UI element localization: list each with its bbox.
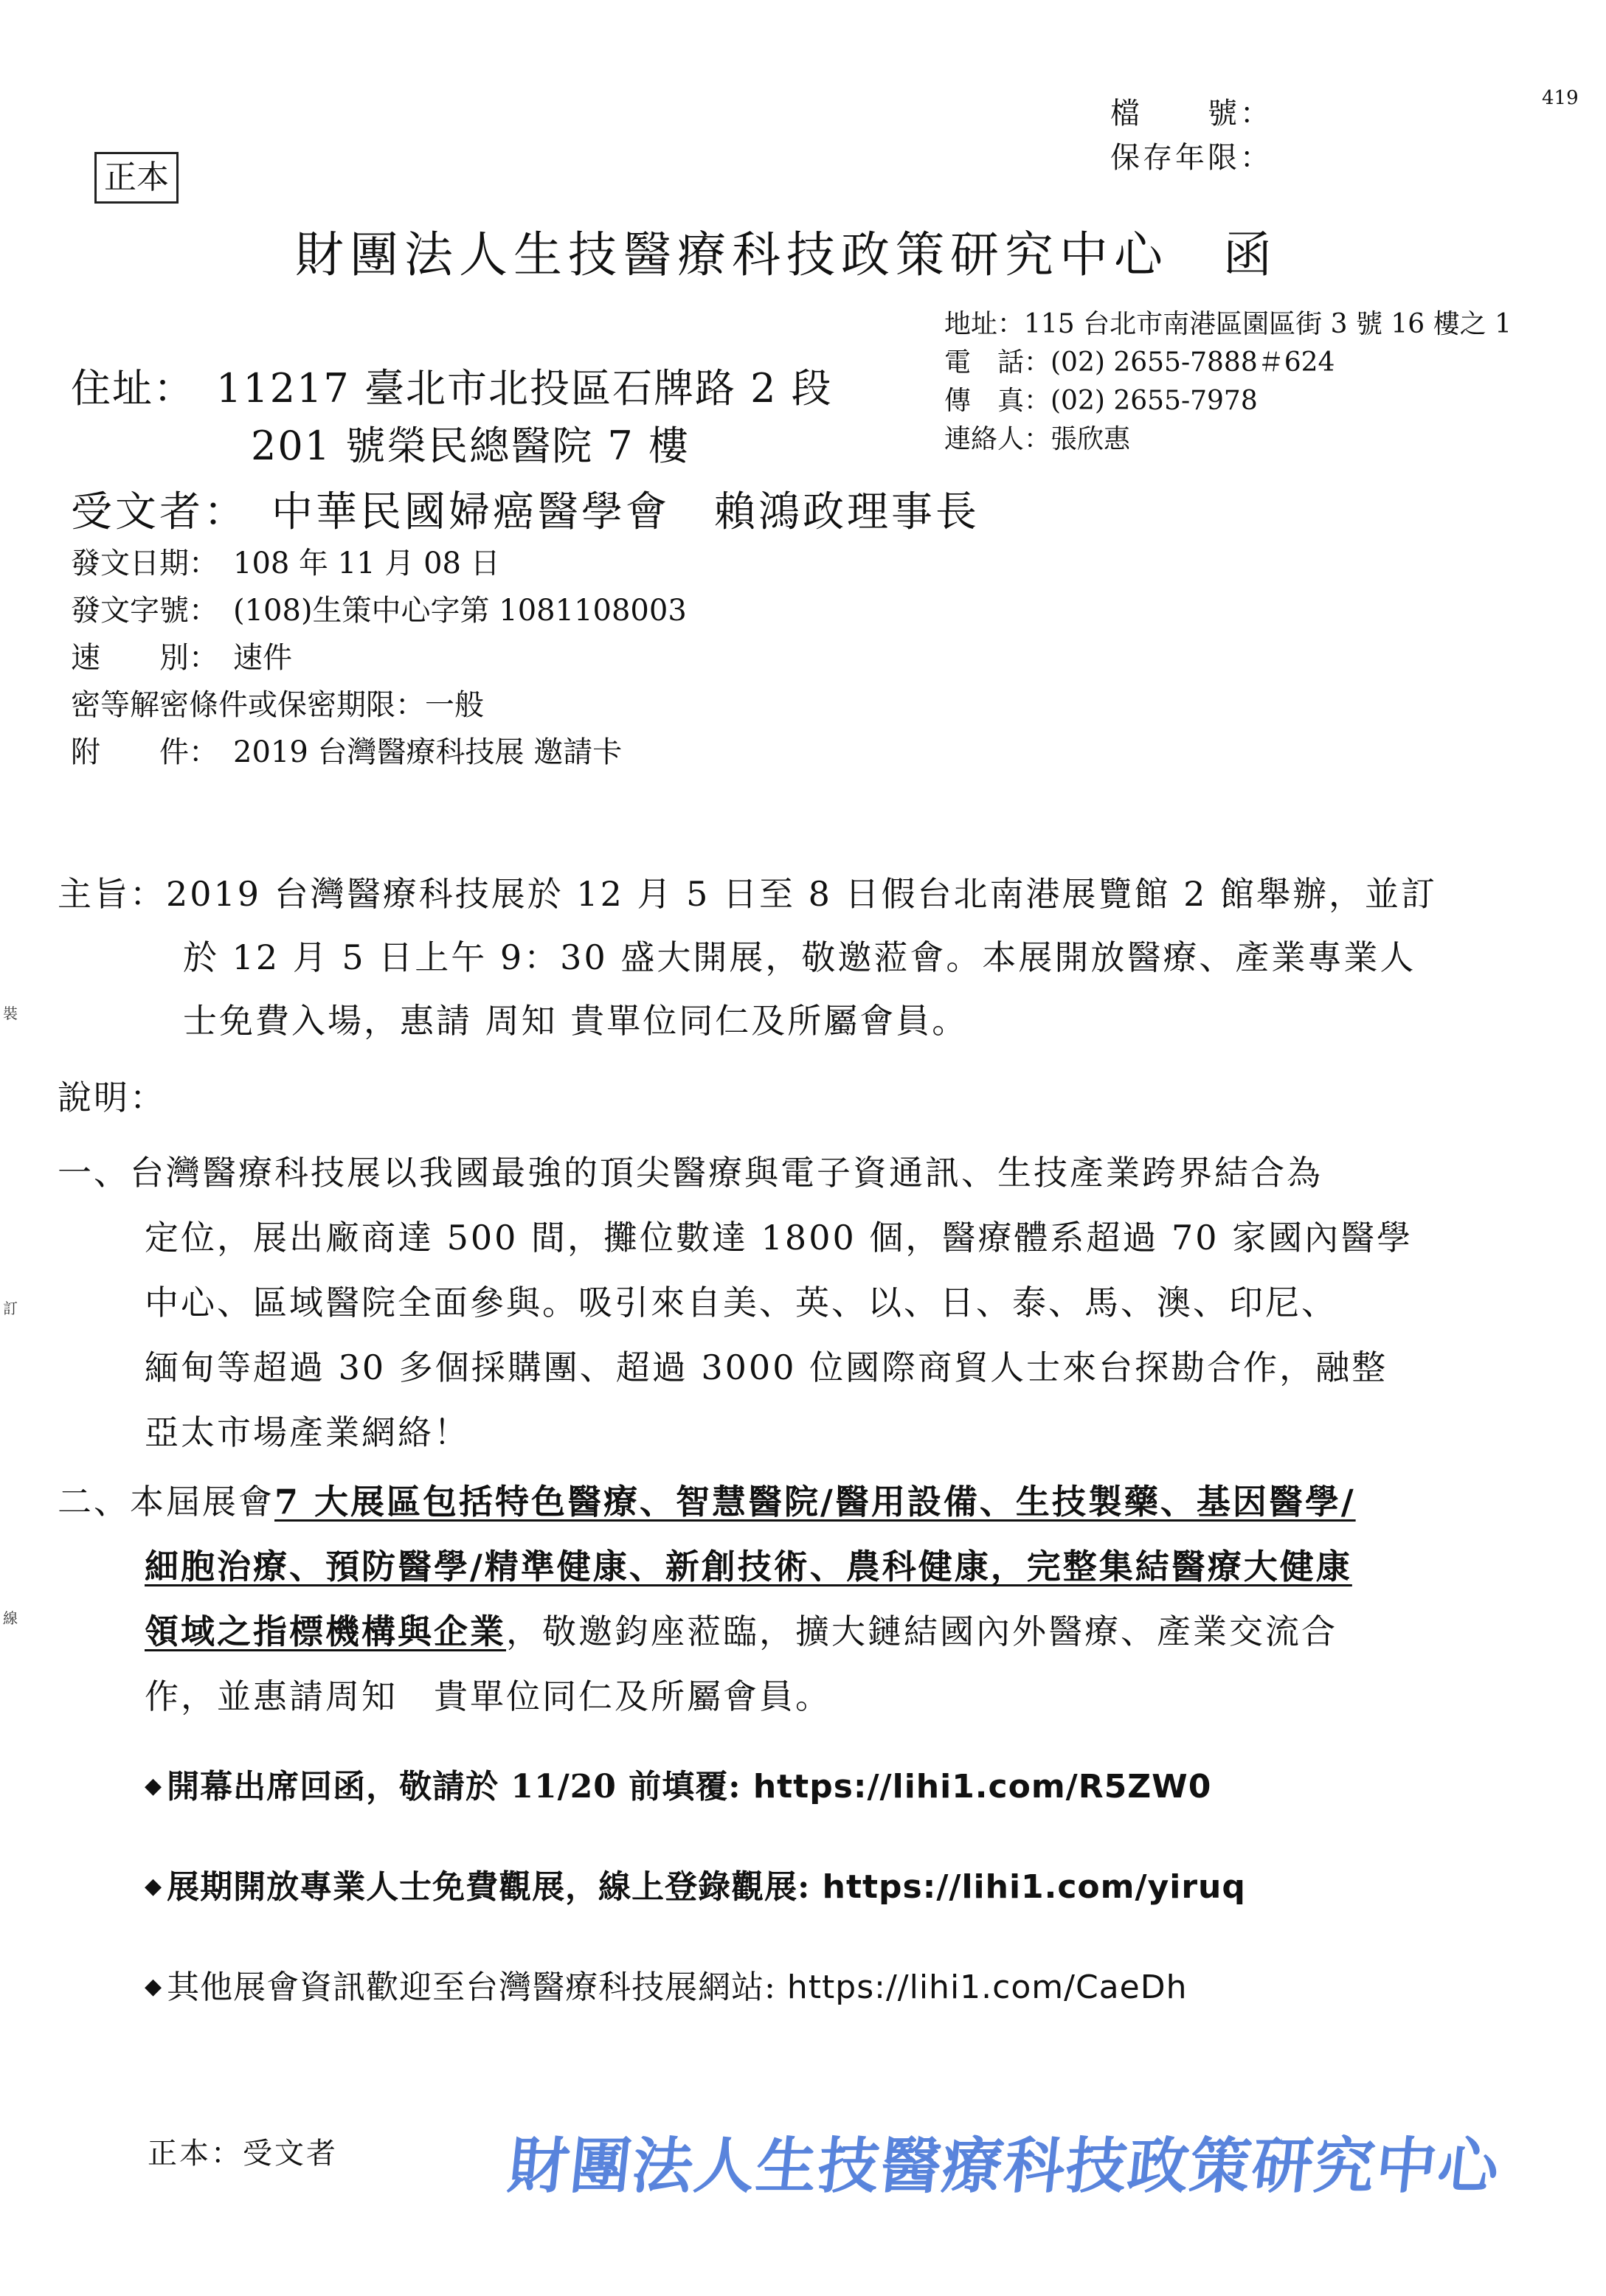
carbon-copy-line: 正本：受文者 — [148, 2137, 338, 2171]
issue-date: 發文日期： 108 年 11 月 08 日 — [71, 547, 500, 580]
website-link[interactable]: https://lihi1.com/CaeDh — [786, 1969, 1188, 2006]
item2-line3 — [145, 1605, 1337, 1654]
attachment: 附 件： 2019 台灣醫療科技展 邀請卡 — [71, 735, 623, 769]
subject-line2: 於 12 月 5 日上午 9：30 盛大開展，敬邀蒞會。本展開放醫療、產業專業人 — [183, 937, 1416, 977]
explanation-label: 說明： — [58, 1078, 166, 1117]
item2-prefix: 二、本屆展會 — [58, 1482, 274, 1522]
page-number: 419 — [1542, 87, 1579, 109]
item1-line4: 緬甸等超過 30 多個採購團、超過 3000 位國際商貿人士來台探勘合作，融整 — [145, 1348, 1388, 1387]
document-title: 財團法人生技醫療科技政策研究中心 函 — [295, 226, 1278, 283]
diamond-bullet-icon: ◆ — [145, 1974, 163, 2000]
classification: 密等解密條件或保密期限：一般 — [71, 688, 484, 722]
subject-line1: 主旨：2019 台灣醫療科技展於 12 月 5 日至 8 日假台北南港展覽館 2 館舉辦，並訂 — [58, 874, 1437, 914]
item2-line2 — [145, 1540, 1352, 1589]
subject-line3: 士免費入場，惠請 周知 貴單位同仁及所屬會員。 — [183, 1001, 969, 1041]
recipient: 受文者： 中華民國婦癌醫學會 賴鴻政理事長 — [71, 488, 980, 536]
recipient-address-line1: 住址： 11217 臺北市北投區石牌路 2 段 — [71, 365, 833, 412]
link-item-website — [145, 1960, 1187, 2008]
link-item-registration — [145, 1860, 1246, 1907]
link-item-website-text: 其他展會資訊歡迎至台灣醫療科技展網站: — [167, 1969, 787, 2006]
delivery-speed: 速 別： 速件 — [71, 641, 292, 675]
margin-mark-bind: 裝 — [3, 1005, 18, 1022]
link-item-rsvp-text: 開幕出席回函，敬請於 11/20 前填覆: — [167, 1768, 753, 1806]
sender-fax: 傳 真：(02) 2655-7978 — [944, 386, 1258, 416]
document-number: 發文字號： (108)生策中心字第 1081108003 — [71, 594, 687, 628]
original-copy-badge: 正本 — [94, 152, 179, 204]
sender-phone: 電 話：(02) 2655-7888＃624 — [944, 347, 1335, 378]
item2-emphasis-2: 細胞治療、預防醫學/精準健康、新創技術、農科健康，完整集結醫療大健康 — [145, 1547, 1352, 1586]
margin-mark-staple: 訂 — [3, 1300, 18, 1317]
item2-line3-rest: ，敬邀鈞座蒞臨，擴大鏈結國內外醫療、產業交流合 — [506, 1612, 1337, 1651]
registration-link[interactable]: https://lihi1.com/yiruq — [822, 1868, 1246, 1906]
item1-line2: 定位，展出廠商達 500 間，攤位數達 1800 個，醫療體系超過 70 家國內醫學 — [145, 1218, 1413, 1258]
item2-emphasis-1: 7 大展區包括特色醫療、智慧醫院/醫用設備、生技製藥、基因醫學/ — [274, 1482, 1356, 1522]
item2-emphasis-3: 領域之指標機構與企業 — [145, 1612, 506, 1651]
link-item-registration-text: 展期開放專業人士免費觀展，線上登錄觀展: — [167, 1868, 823, 1906]
recipient-address-line2: 201 號榮民總醫院 7 樓 — [251, 423, 690, 469]
link-item-rsvp — [145, 1760, 1211, 1807]
item2-line1 — [58, 1475, 1356, 1524]
item1-line5: 亞太市場產業網絡！ — [145, 1412, 470, 1452]
rsvp-link[interactable]: https://lihi1.com/R5ZW0 — [752, 1768, 1212, 1806]
diamond-bullet-icon: ◆ — [145, 1873, 163, 1899]
item2-line4: 作，並惠請周知 貴單位同仁及所屬會員。 — [145, 1676, 831, 1716]
organization-seal-stamp: 財團法人生技醫療科技政策研究中心 — [505, 2132, 1504, 2202]
item1-line1: 一、台灣醫療科技展以我國最強的頂尖醫療與電子資通訊、生技產業跨界結合為 — [58, 1153, 1323, 1193]
diamond-bullet-icon: ◆ — [145, 1773, 163, 1799]
file-number-label: 檔 號： — [1110, 97, 1273, 131]
margin-mark-line: 線 — [3, 1609, 18, 1627]
retention-period-label: 保存年限： — [1110, 141, 1273, 175]
sender-address: 地址：115 台北市南港區園區街 3 號 16 樓之 1 — [944, 309, 1512, 339]
sender-contact-person: 連絡人：張欣惠 — [944, 424, 1131, 454]
item1-line3: 中心、區域醫院全面參與。吸引來自美、英、以、日、泰、馬、澳、印尼、 — [145, 1283, 1337, 1322]
